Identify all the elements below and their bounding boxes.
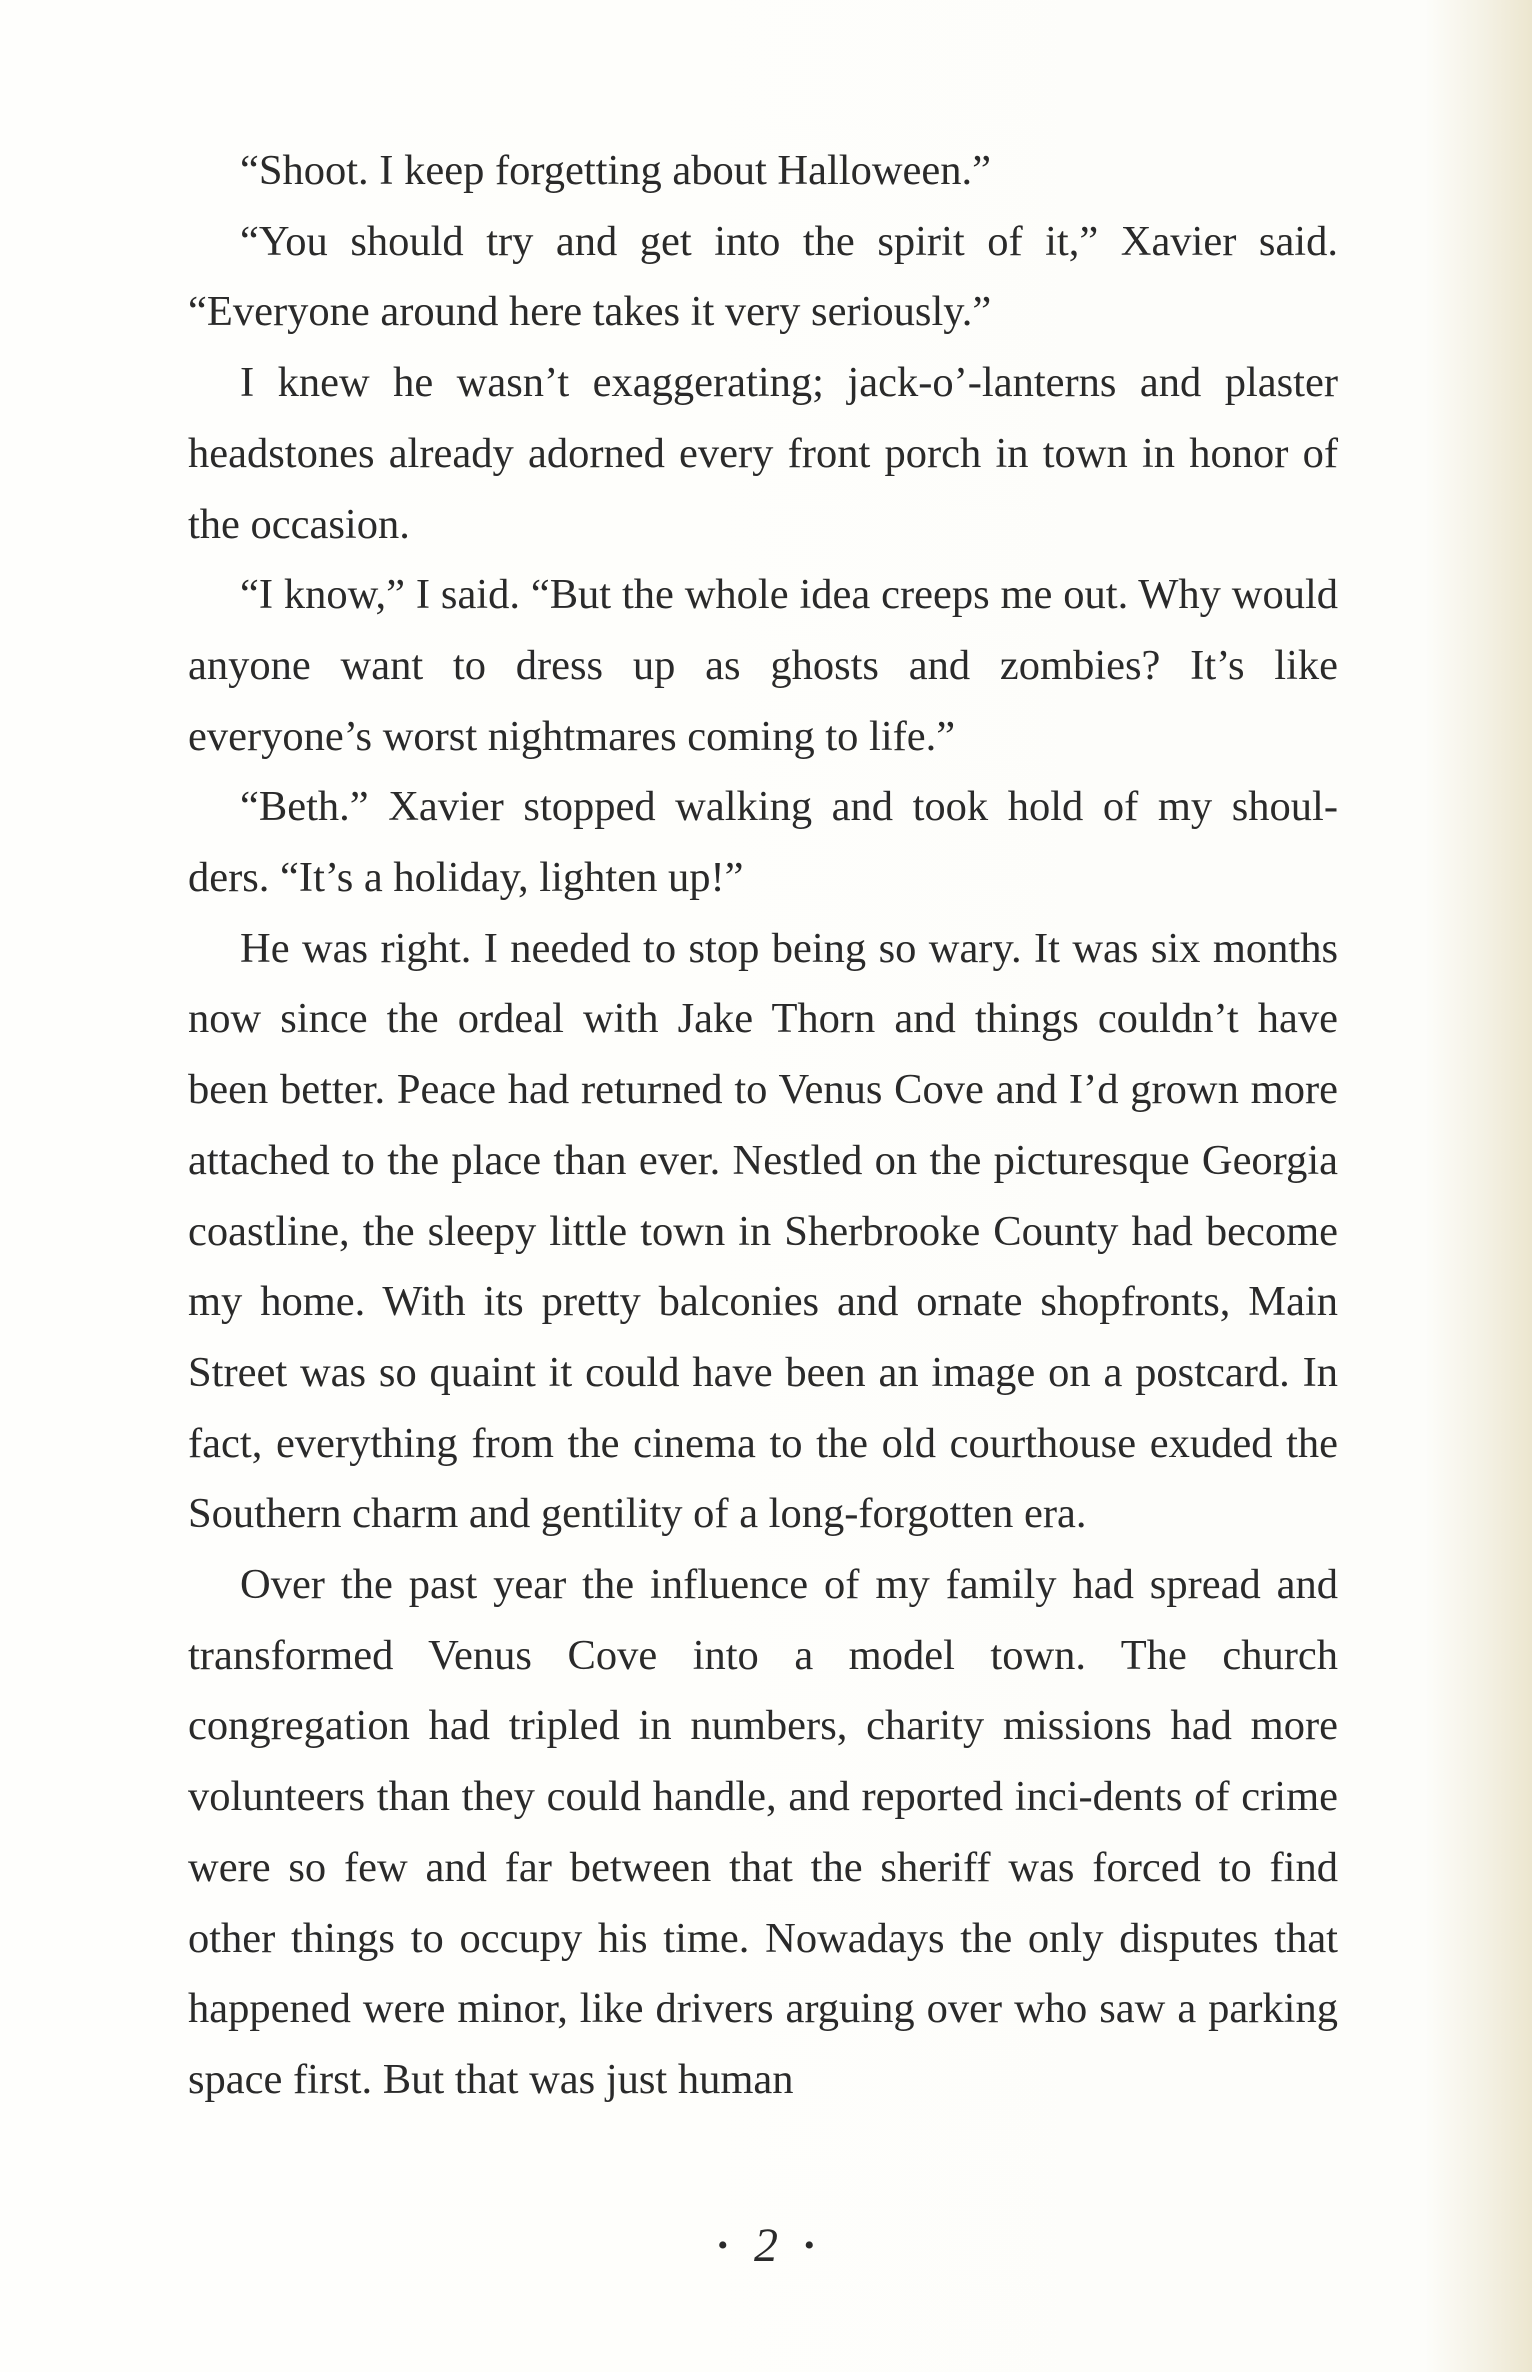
ornament-dot-right: • (804, 2228, 815, 2262)
paragraph: Over the past year the influence of my family had spread and transformed Venus Cove into a model town. The church congregation had tripled in numbers, charity missions had more volunteers than they could handle, and reported inci-dents of crime were so few and far between that the sheriff was forced to find other things to occupy his time. Nowadays the only disputes that happened were minor, like drivers arguing over who saw a parking space first. But that was just human (188, 1561, 1338, 2103)
page-number: 2 (754, 2219, 778, 2272)
ornament-dot-left: • (717, 2228, 728, 2262)
page-number-footer (0, 2218, 1532, 2273)
body-text (188, 136, 1338, 2116)
paragraph: “You should try and get into the spirit of it,” Xavier said. “Everyone around here takes it very seriously.” (188, 217, 1338, 336)
paragraph: “Shoot. I keep forgetting about Halloween.” (240, 147, 992, 194)
paragraph: I knew he wasn’t exaggerating; jack-o’-lanterns and plaster headstones already adorned every front porch in town in honor of the occasion. (188, 359, 1338, 548)
paragraph: “Beth.” Xavier stopped walking and took hold of my shoul-ders. “It’s a holiday, lighten up!” (188, 783, 1338, 902)
paragraph: He was right. I needed to stop being so wary. It was six months now since the ordeal with Jake Thorn and things couldn’t have been better. Peace had returned to Venus Cove and I’d grown more attached to the place than ever. Nestled on the picturesque Georgia coastline, the sleepy little town in Sherbrooke County had become my home. With its pretty balconies and ornate shopfronts, Main Street was so quaint it could have been an image on a postcard. In fact, everything from the cinema to the old courthouse exuded the Southern charm and gentility of a long-forgotten era. (188, 924, 1338, 1538)
paragraph: “I know,” I said. “But the whole idea creeps me out. Why would anyone want to dress up as ghosts and zombies? It’s like everyone’s worst nightmares coming to life.” (188, 571, 1338, 760)
